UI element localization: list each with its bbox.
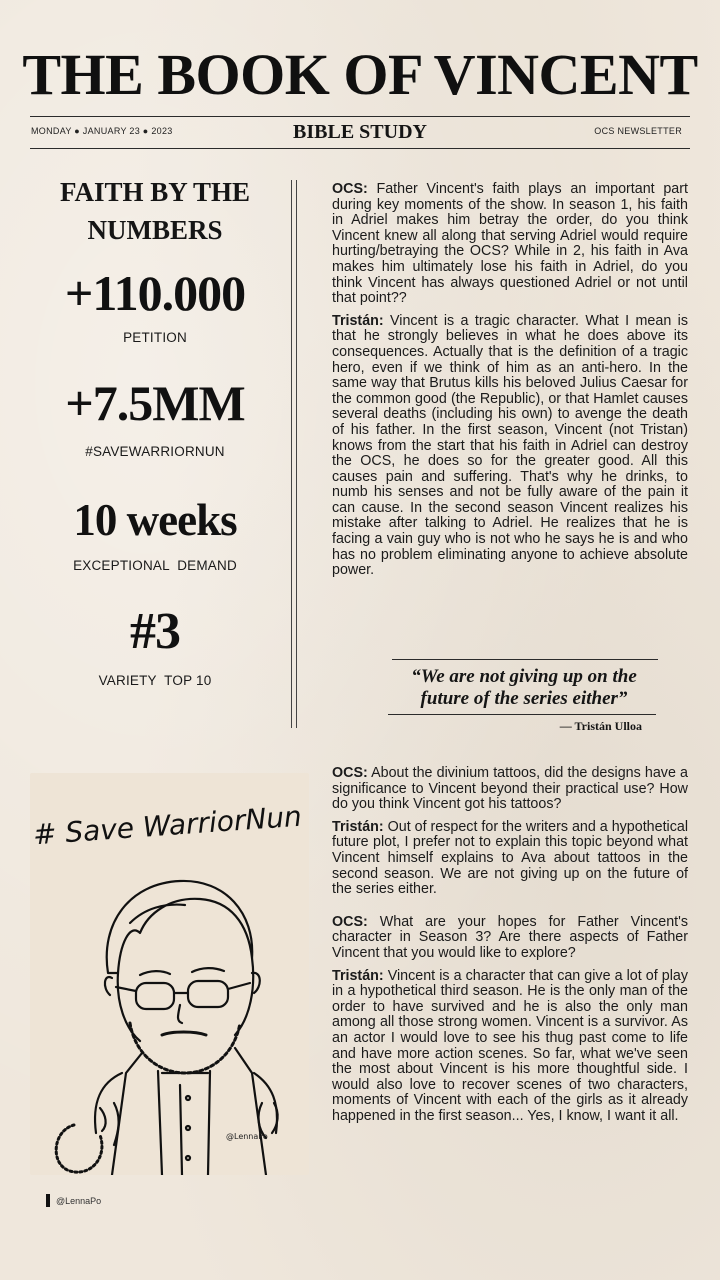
newsletter-title: THE BOOK OF VINCENT [22,42,698,107]
question-3-text: What are your hopes for Father Vincent's character in Season 3? Are there aspects of Father Vincent that you would like to explore? [332,913,688,961]
question-2 [332,766,688,813]
interview-part-2 [332,766,688,1131]
column-divider-left [291,180,292,728]
newsletter-name: OCS NEWSLETTER [594,126,682,136]
stat-hashtag-value: +7.5MM [65,375,245,431]
pull-quote-author: — Tristán Ulloa [559,719,642,733]
question-1 [332,182,688,307]
credit-text: @LennaPo [56,1195,102,1206]
answer-1 [332,314,688,579]
speaker-ocs: OCS: [332,913,368,930]
speaker-ocs: OCS: [332,181,368,197]
stats-heading [30,173,280,249]
header-top-rule [30,116,690,117]
drawing-caption: # Save WarriorNun [31,799,303,852]
stat-variety-label: VARIETY TOP 10 [98,673,212,688]
answer-2-text: Out of respect for the writers and a hypothetical future plot, I prefer not to explain this topic beyond what Vincent himself explains to Ava about tattoos in the second season. We are not giving up on the future of the series either. [332,818,689,898]
pull-quote [388,666,660,710]
stat-variety-value: #3 [130,603,180,660]
quote-bottom-rule [388,714,656,715]
stat-weeks-value: 10 weeks [73,495,237,545]
question-2-text: About the divinium tattoos, did the designs have a significance to Vincent beyond their practical use? How do you think Vincent got his tattoos? [332,765,689,813]
pull-quote-line1: “We are not giving up on the [411,666,637,687]
stat-petition-value: +110.000 [64,265,246,321]
speaker-tristan: Tristán: [332,967,384,984]
question-3 [332,915,688,962]
vincent-drawing [30,773,309,1175]
question-1-text: Father Vincent's faith plays an important part during key moments of the show. In season 1, his faith in Adriel makes him betray the order, do you think Vincent knew all along that serving Adriel would require hurting/betraying the OCS? While in 2, his faith in Ava makes him ultimately lose his faith in Adriel, do you think Vincent has always questioned Adriel or not until that point?? [332,181,688,307]
issue-date: MONDAY ● JANUARY 23 ● 2023 [31,126,173,136]
vincent-illustration [30,773,309,1175]
answer-3-text: Vincent is a character that can give a lot of play in a hypothetical third season. He is the only man of the order to have survived and he is also the only man among all those strong women. Vincent is a survivor. As an actor I would love to see his thug past come to life and have more action scenes. So far, what we've seen the most about Vincent is his more thoughtful side. I would also love to recover scenes of two characters, moments of Vincent with each of the girls as it already happened in the first season... Yes, I know, I want it all. [332,967,688,1124]
quote-top-rule [392,659,658,660]
answer-3 [332,969,688,1125]
stat-weeks-label: EXCEPTIONAL DEMAND [73,558,237,573]
header-bottom-rule [30,148,690,149]
illustration-credit [46,1194,101,1207]
drawing-signature: @LennaPo [226,1132,268,1141]
credit-bar [46,1194,50,1207]
speaker-ocs: OCS: [332,765,368,781]
section-title: BIBLE STUDY [293,121,427,143]
stat-petition-label: PETITION [123,330,187,345]
interview-part-1 [332,182,688,586]
stat-hashtag-label: #SAVEWARRIORNUN [85,444,225,459]
answer-2 [332,820,688,898]
speaker-tristan: Tristán: [332,818,384,835]
answer-1-text: Vincent is a tragic character. What I mean is that he strongly believes in what he does above its consequences. Actually that is the definition of a tragic hero, even if we think of him as an anti-hero. In the same way that Brutus kills his beloved Julius Caesar for the common good (the Republic), or that Hamlet causes several deaths (including his own) to avenge the death of his father. In the first season, Vincent (not Tristan) knows from the start that his faith in Adriel can destroy the OCS, he does so for the greater good. All this causes pain and suffering. That's why he drinks, to numb his senses and not be fully aware of the pain it can cause. In the second season Vincent realizes his mistake after talking to Adriel. He realizes that he is facing a vain guy who is not who he says he is and who has no problem eliminating anyone to achieve absolute power. [332,312,688,579]
stats-heading-line1: FAITH BY THE [59,177,251,207]
column-divider-right [296,180,297,728]
pull-quote-line2: future of the series either” [420,688,628,709]
stats-heading-line2: NUMBERS [87,215,223,245]
speaker-tristan: Tristán: [332,312,384,329]
character-sketch [56,881,277,1175]
